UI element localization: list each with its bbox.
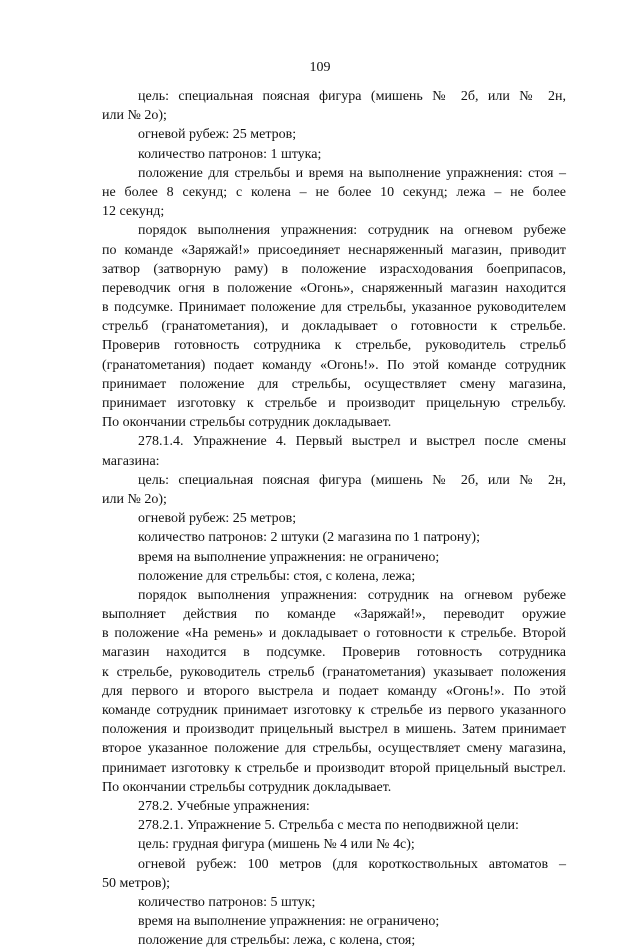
text-line: выполняет действия по команде «Заряжай!», переводит оружие	[102, 607, 566, 623]
text-line: второе указанное положение для стрельбы, осуществляет смену магазина,	[102, 741, 566, 757]
text-line: время на выполнение упражнения: не ограничено;	[138, 914, 440, 930]
text-line: огневой рубеж: 25 метров;	[138, 127, 297, 143]
text-line: команде сотрудник принимает изготовку к стрельбе из первого указанного	[102, 703, 566, 718]
text-line: цель: грудная фигура (мишень № 4 или № 4с);	[138, 837, 415, 853]
text-line: или № 2о);	[102, 108, 167, 124]
text-line: По окончании стрельбы сотрудник докладывает.	[102, 415, 392, 431]
text-line: время на выполнение упражнения: не ограничено;	[138, 549, 440, 565]
text-line: цель: специальная поясная фигура (мишень № 2б, или № 2н,	[138, 472, 566, 488]
text-line: или № 2о);	[102, 491, 167, 507]
text-line: принимает изготовку к стрельбе и производит прицельную стрельбу.	[102, 396, 566, 411]
text-line: принимает положение для стрельбы, осуществляет смену магазина,	[102, 376, 566, 392]
text-line: положение для стрельбы: стоя, с колена, лежа;	[138, 568, 416, 584]
text-line: количество патронов: 5 штук;	[138, 894, 316, 910]
text-line: положение для стрельбы: лежа, с колена, стоя;	[138, 933, 416, 949]
text-line: не более 8 секунд; с колена – не более 10 секунд; лежа – не более	[102, 184, 566, 200]
text-line: в положение «На ремень» и докладывает о готовности к стрельбе. Второй	[102, 626, 566, 642]
text-line: в подсумке. Принимает положение для стрельбы, указанное руководителем	[102, 300, 566, 316]
text-line: 12 секунд;	[102, 204, 165, 220]
document-body	[102, 87, 566, 950]
text-line: огневой рубеж: 100 метров (для короткоствольных автоматов –	[138, 856, 566, 872]
text-line: положения и производит прицельный выстрел в мишень. Затем принимает	[102, 722, 566, 738]
text-line: по команде «Заряжай!» присоединяет неснаряженный магазин, приводит	[102, 242, 566, 258]
text-line: переводчик огня в положение «Огонь», снаряженный магазин находится	[102, 280, 566, 296]
text-line: магазин находится в подсумке. Проверив готовность сотрудника	[102, 645, 566, 661]
text-line: для первого и второго выстрела и подает команду «Огонь!». По этой	[102, 683, 566, 699]
text-line: стрельб (гранатометания), и докладывает о готовности к стрельбе.	[102, 319, 566, 335]
text-line: 278.1.4. Упражнение 4. Первый выстрел и выстрел после смены	[138, 434, 566, 450]
text-line: к стрельбе, руководитель стрельб (гранатометания) указывает положения	[102, 664, 566, 680]
text-line: количество патронов: 1 штука;	[138, 146, 322, 162]
text-line: Проверив готовность сотрудника к стрельбе, руководитель стрельб	[102, 338, 566, 354]
text-line: цель: специальная поясная фигура (мишень № 2б, или № 2н,	[138, 89, 566, 104]
text-line: магазина:	[102, 453, 160, 469]
text-line: 50 метров);	[102, 875, 171, 891]
text-line: принимает изготовку к стрельбе и производит второй прицельный выстрел.	[102, 760, 566, 776]
page-number: 109	[309, 60, 331, 75]
text-line: По окончании стрельбы сотрудник докладывает.	[102, 779, 392, 795]
text-line: (гранатометания) подает команду «Огонь!». По этой команде сотрудник	[102, 357, 566, 373]
text-line: огневой рубеж: 25 метров;	[138, 511, 297, 527]
text-line: 278.2.1. Упражнение 5. Стрельба с места по неподвижной цели:	[138, 818, 519, 834]
text-line: 278.2. Учебные упражнения:	[138, 798, 310, 814]
text-line: положение для стрельбы и время на выполнение упражнения: стоя –	[138, 165, 566, 181]
text-line: количество патронов: 2 штуки (2 магазина по 1 патрону);	[138, 530, 480, 546]
text-line: порядок выполнения упражнения: сотрудник на огневом рубеже	[138, 223, 566, 239]
text-line: затвор (затворную раму) в положение израсходования боеприпасов,	[102, 261, 566, 277]
text-line: порядок выполнения упражнения: сотрудник на огневом рубеже	[138, 587, 566, 603]
